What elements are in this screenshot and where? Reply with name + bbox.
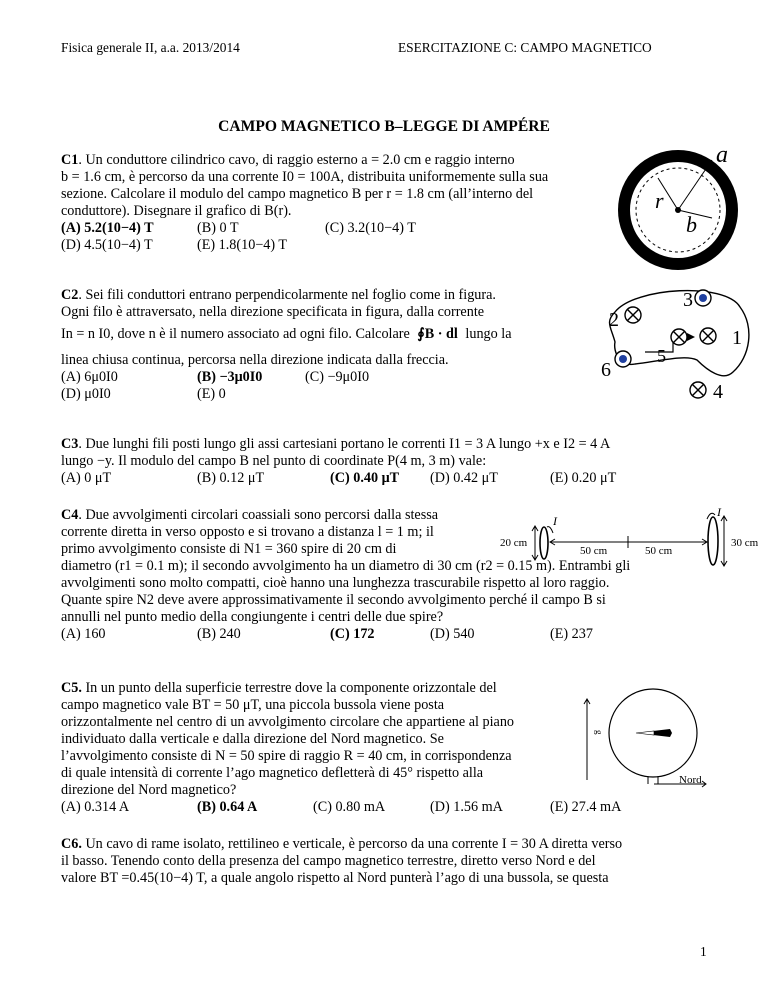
c1-text-1: . Un conduttore cilindrico cavo, di raggio esterno a = 2.0 cm e raggio interno	[78, 152, 515, 168]
c4-label: C4	[61, 507, 79, 523]
c2-option-d: (D) μ0I0	[61, 386, 111, 402]
c4-text-1: . Due avvolgimenti circolari coassiali sono percorsi dalla stessa	[78, 507, 439, 523]
c4-diameter-1: 20 cm	[500, 537, 528, 549]
c2-text-4: linea chiusa continua, percorsa nella direzione indicata dalla freccia.	[61, 352, 449, 368]
c4-option-c: (C) 172	[330, 626, 375, 642]
c3-label: C3	[61, 436, 79, 452]
c6-text-3: valore BT =0.45(10−4) T, a quale angolo rispetto al Nord punterà l’ago di una bussola, se questa	[61, 870, 609, 886]
c5-option-b: (B) 0.64 A	[197, 799, 258, 815]
c5-text-5: l’avvolgimento consiste di N = 50 spire di raggio R = 40 cm, in corrispondenza	[61, 748, 512, 764]
c4-text-5: avvolgimenti sono molto compatti, cioè hanno una lunghezza trascurabile rispetto al loro raggio.	[61, 575, 610, 591]
c1-label-b: b	[686, 212, 697, 237]
c5-north-label: Nord	[679, 774, 702, 786]
c5-text-2: campo magnetico vale BT = 50 μT, una piccola bussola viene posta	[61, 697, 445, 713]
header-course: Fisica generale II, a.a. 2013/2014	[61, 40, 240, 55]
c1-text-2: b = 1.6 cm, è percorso da una corrente I0 = 100A, distribuita uniformemente sulla sua	[61, 169, 549, 185]
c2-label: C2	[61, 287, 79, 303]
c1-text-3: sezione. Calcolare il modulo del campo magnetico B per r = 1.8 cm (all’interno del	[61, 186, 534, 202]
c4-option-e: (E) 237	[550, 626, 593, 642]
c4-diameter-2: 30 cm	[731, 537, 759, 549]
c3-option-c: (C) 0.40 μT	[330, 470, 400, 486]
c3-text-1: . Due lunghi fili posti lungo gli assi cartesiani portano le correnti I1 = 3 A lungo +x e I2 = 4 A	[78, 436, 611, 452]
c2-text-3a: In = n I0, dove n è il numero associato ad ogni filo. Calcolare	[61, 326, 410, 342]
wire-4-label: 4	[713, 381, 723, 403]
c5-text-6: di quale intensità di corrente l’ago magnetico defletterà di 45° rispetto alla	[61, 765, 484, 781]
wire-1-into-icon	[700, 328, 716, 344]
c5-compass-figure	[584, 680, 709, 792]
c2-option-e: (E) 0	[197, 386, 226, 402]
c5-option-a: (A) 0.314 A	[61, 799, 130, 815]
c6-label: C6.	[61, 836, 82, 852]
c2-text-2: Ogni filo è attraversato, nella direzione specificata in figura, dalla corrente	[61, 304, 485, 320]
c2-wires-figure	[575, 282, 765, 417]
page-number: 1	[700, 944, 707, 959]
c6-text-2: il basso. Tenendo conto della presenza del campo magnetico terrestre, diretto verso Nord e del	[61, 853, 596, 869]
c4-option-d: (D) 540	[430, 626, 475, 642]
c1-cylinder-figure	[600, 140, 760, 280]
c5-label: C5.	[61, 680, 82, 696]
c3-text-2: lungo −y. Il modulo del campo B nel punto di coordinate P(4 m, 3 m) vale:	[61, 453, 487, 469]
c4-current-2: I	[717, 505, 721, 519]
c5-text-3: orizzontalmente nel centro di un avvolgimento circolare che appartiene al piano	[61, 714, 515, 730]
c2-option-c: (C) −9μ0I0	[305, 369, 370, 385]
c4-distance-2: 50 cm	[645, 545, 673, 557]
wire-4-into-icon	[690, 382, 706, 398]
c3-option-e: (E) 0.20 μT	[550, 470, 617, 486]
c1-option-d: (D) 4.5(10−4) T	[61, 237, 153, 253]
c4-coils-figure	[495, 505, 765, 570]
c1-text-4: conduttore). Disegnare il grafico di B(r).	[61, 203, 292, 219]
c4-option-a: (A) 160	[61, 626, 106, 642]
c2-text-1: . Sei fili conduttori entrano perpendicolarmente nel foglio come in figura.	[78, 287, 496, 303]
c4-text-6: Quante spire N2 deve avere approssimativamente il secondo avvolgimento perché il campo B si	[61, 592, 606, 608]
c5-gravity-label: g	[594, 730, 604, 735]
c2-option-a: (A) 6μ0I0	[61, 369, 118, 385]
c4-current-1: I	[553, 514, 557, 528]
c4-text-3: primo avvolgimento consiste di N1 = 360 spire di 20 cm di	[61, 541, 397, 557]
wire-5-label: 5	[657, 346, 666, 366]
c2-option-b: (B) −3μ0I0	[197, 369, 263, 385]
c4-text-2: corrente diretta in verso opposto e si trovano a distanza l = 1 m; il	[61, 524, 434, 540]
c5-text-1: In un punto della superficie terrestre dove la componente orizzontale del	[81, 680, 497, 696]
wire-3-label: 3	[683, 289, 693, 311]
header-section: ESERCITAZIONE C: CAMPO MAGNETICO	[398, 40, 652, 55]
c1-label-r: r	[655, 188, 664, 213]
c1-option-e: (E) 1.8(10−4) T	[197, 237, 288, 253]
c4-distance-1: 50 cm	[580, 545, 608, 557]
wire-2-into-icon	[625, 307, 641, 323]
c4-text-4: diametro (r1 = 0.1 m); il secondo avvolgimento ha un diametro di 30 cm (r2 = 0.15 m). Entrambi gli	[61, 558, 631, 574]
c1-label: C1	[61, 152, 79, 168]
c5-option-c: (C) 0.80 mA	[313, 799, 386, 815]
c6-text-1: Un cavo di rame isolato, rettilineo e verticale, è percorso da una corrente I = 30 A diretta verso	[81, 836, 623, 852]
c5-text-4: individuato dalla verticale e dalla direzione del Nord magnetico. Se	[61, 731, 444, 747]
c5-text-7: direzione del Nord magnetico?	[61, 782, 237, 798]
wire-6-label: 6	[601, 359, 611, 381]
c3-option-d: (D) 0.42 μT	[430, 470, 498, 486]
wire-3-out-icon	[695, 290, 711, 306]
c5-option-e: (E) 27.4 mA	[550, 799, 622, 815]
wire-1-label: 1	[732, 327, 742, 349]
c2-text-3b: lungo la	[465, 326, 512, 342]
c3-option-b: (B) 0.12 μT	[197, 470, 265, 486]
c1-option-c: (C) 3.2(10−4) T	[325, 220, 416, 236]
c5-option-d: (D) 1.56 mA	[430, 799, 503, 815]
c1-label-a: a	[716, 142, 728, 168]
c4-text-7: annulli nel punto medio della congiungente i centri delle due spire?	[61, 609, 444, 625]
c1-option-b: (B) 0 T	[197, 220, 239, 236]
c3-option-a: (A) 0 μT	[61, 470, 112, 486]
c4-option-b: (B) 240	[197, 626, 241, 642]
wire-6-out-icon	[615, 351, 631, 367]
c1-option-a: (A) 5.2(10−4) T	[61, 220, 154, 236]
wire-2-label: 2	[609, 309, 619, 331]
wire-5-into-icon	[671, 329, 687, 345]
c2-integral: ∮B · dl	[417, 326, 458, 342]
page-title: CAMPO MAGNETICO B–LEGGE DI AMPÉRE	[218, 118, 550, 135]
